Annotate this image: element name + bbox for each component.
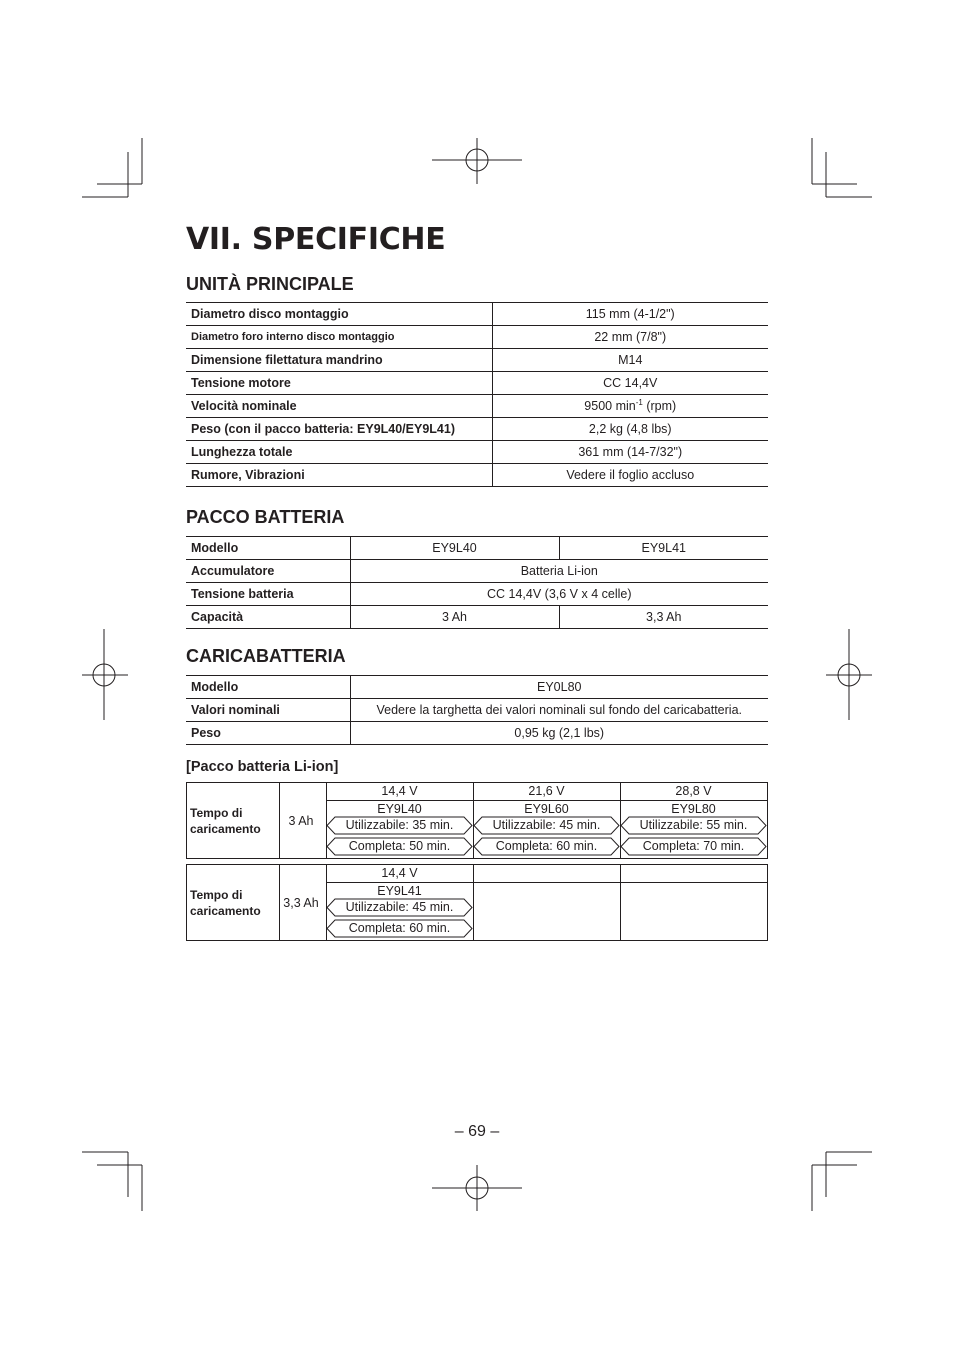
page-number: – 69 – (454, 1123, 500, 1140)
table-row: Capacità 3 Ah 3,3 Ah (186, 606, 768, 629)
charging-column: 14,4 V EY9L41 Utilizzabile: 45 min. Completa: 60 min. (326, 865, 474, 940)
charging-column-empty (473, 865, 621, 940)
charging-time-table-3ah (186, 782, 768, 859)
main-unit-table (186, 302, 768, 487)
table-row: Lunghezza totale 361 mm (14-7/32") (186, 441, 768, 464)
capacity-cell: 3,3 Ah (276, 865, 327, 940)
full-time-arrow: Completa: 50 min. (326, 837, 473, 856)
charging-column-empty (620, 865, 767, 940)
usable-time-arrow: Utilizzabile: 45 min. (473, 816, 620, 835)
section-heading-charger: CARICABATTERIA (186, 646, 346, 666)
li-ion-heading: [Pacco batteria Li-ion] (186, 759, 339, 775)
charger-table (186, 675, 768, 745)
table-row: Tensione batteria CC 14,4V (3,6 V x 4 celle) (186, 583, 768, 606)
table-row: Diametro disco montaggio 115 mm (4-1/2") (186, 303, 768, 326)
charging-time-label: Tempo di caricamento (187, 783, 280, 858)
table-row: Accumulatore Batteria Li-ion (186, 560, 768, 583)
table-row: Peso 0,95 kg (2,1 lbs) (186, 722, 768, 745)
full-time-arrow: Completa: 60 min. (326, 919, 473, 938)
table-row: Dimensione filettatura mandrino M14 (186, 349, 768, 372)
charging-column: 14,4 V EY9L40 Utilizzabile: 35 min. Completa: 50 min. (326, 783, 474, 858)
table-row: Valori nominali Vedere la targhetta dei valori nominali sul fondo del caricabatteria. (186, 699, 768, 722)
capacity-cell: 3 Ah (276, 783, 327, 858)
table-row: Rumore, Vibrazioni Vedere il foglio accluso (186, 464, 768, 487)
table-row: Peso (con il pacco batteria: EY9L40/EY9L41) 2,2 kg (4,8 lbs) (186, 418, 768, 441)
battery-table (186, 536, 768, 629)
section-heading-main-unit: UNITÀ PRINCIPALE (186, 274, 354, 294)
charging-column: 28,8 V EY9L80 Utilizzabile: 55 min. Completa: 70 min. (620, 783, 767, 858)
table-row: Tensione motore CC 14,4V (186, 372, 768, 395)
usable-time-arrow: Utilizzabile: 35 min. (326, 816, 473, 835)
charging-time-label: Tempo di caricamento (187, 865, 280, 940)
section-heading-battery: PACCO BATTERIA (186, 507, 345, 527)
charging-column: 21,6 V EY9L60 Utilizzabile: 45 min. Completa: 60 min. (473, 783, 621, 858)
page-title: VII. SPECIFICHE (186, 222, 446, 257)
table-row: Modello EY0L80 (186, 676, 768, 699)
usable-time-arrow: Utilizzabile: 55 min. (620, 816, 767, 835)
usable-time-arrow: Utilizzabile: 45 min. (326, 898, 473, 917)
table-row: Modello EY9L40 EY9L41 (186, 537, 768, 560)
table-row: Velocità nominale 9500 $\min^{-1} (rpm)$ (186, 395, 768, 418)
charging-time-table-3-3ah (186, 864, 768, 941)
full-time-arrow: Completa: 70 min. (620, 837, 767, 856)
full-time-arrow: Completa: 60 min. (473, 837, 620, 856)
table-row: Diametro foro interno disco montaggio 22 mm (7/8") (186, 326, 768, 349)
